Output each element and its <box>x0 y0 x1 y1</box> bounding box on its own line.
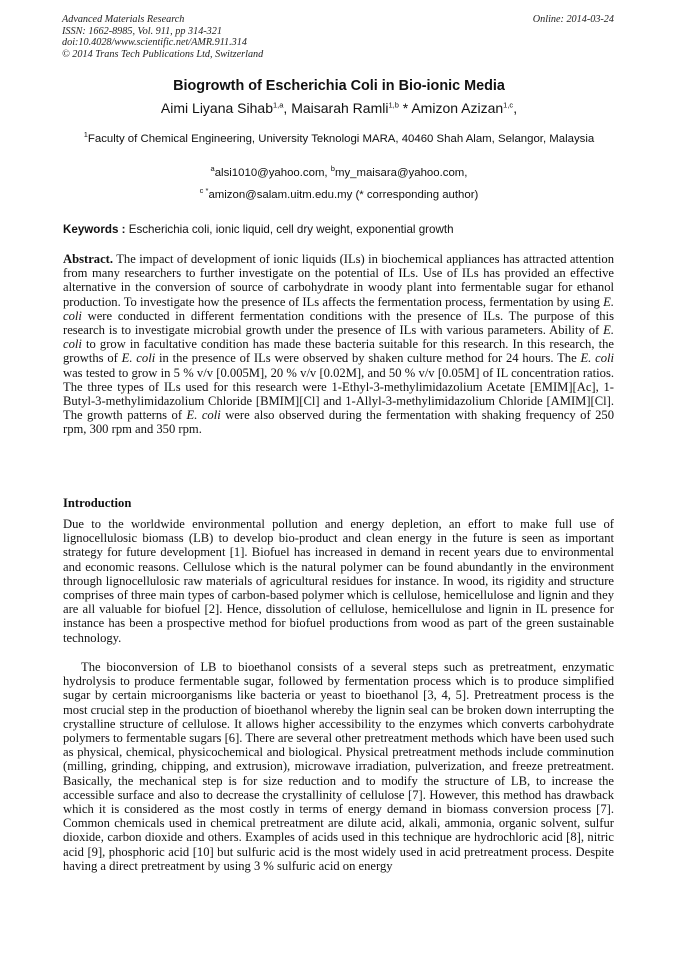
author-superscript: 1,b <box>388 100 399 110</box>
body-paragraph <box>63 517 614 645</box>
species-name: E. coli <box>580 351 614 366</box>
abstract-text: The impact of development of ionic liquids (ILs) in biochemical appliances has attracted attention from many researchers to further investigate on the potential of ILs. Use of ILs has provided an effective alternative in the conversion of source of carbohydrate in woody plant into fermentable sugar for ethanol production. To investigate how the presence of ILs affects the fermentation process, fermentation by using <box>63 252 614 309</box>
abstract <box>63 252 614 437</box>
author-superscript: 1,a <box>272 100 284 110</box>
corresponding-email-line <box>0 186 678 201</box>
species-name: E. coli <box>121 351 156 366</box>
introduction-heading: Introduction <box>63 496 132 510</box>
abstract-text: were conducted in different fermentation conditions with the presence of ILs. The purpose of this research is to investigate microbial growth under the presence of ILs with various parameters. Ability of <box>63 308 614 338</box>
journal-copyright: © 2014 Trans Tech Publications Ltd, Switzerland <box>62 48 264 60</box>
email-superscript: c * <box>199 186 209 196</box>
paper-title: Biogrowth of Escherichia Coli in Bio-ionic Media <box>173 78 505 94</box>
abstract-text: to grow in facultative condition has made these bacteria suitable for this research. In this research, the growths of <box>63 337 614 366</box>
journal-header <box>62 14 263 60</box>
paragraph-text: Due to the worldwide environmental pollution and energy depletion, an effort to make full use of lignocellulosic biomass (LB) to develop bio-product and clean energy in the future is seen as important strategy for future development [1]. Biofuel has increased in demand in recent years due to environmental and economic reasons. Cellulose which is the natural polymer can be found abundantly in the environment through lignocellulosic raw materials of agricultural residues for instance. In wood, its rigidity and structure comprises of three main types of carbon-based polymer which is cellulose, hemicellulose and lignin and they are all valuable for biofuel [2]. Hence, dissolution of cellulose, hemicellulose and lignin in IL presence for instance has been a prospective method for biofuel productions from wood as part of the green sustainable technology. <box>63 517 614 645</box>
email-address: amizon@salam.uitm.edu.my (* corresponding author) <box>208 189 479 201</box>
author-name: Maisarah Ramli <box>291 100 389 116</box>
email-superscript: a <box>210 164 215 174</box>
abstract-text: was tested to grow in 5 % v/v [0.005M], 20 % v/v [0.02M], and 50 % v/v [0.05M] of IL concentration ratios. The three types of ILs used for this research were 1-Ethyl-3-methylimidazolium Acetate [EMIM][Ac], 1-Butyl-3-methylimidazolium Chloride [BMIM][Cl] and 1-Allyl-3-methylimidazolium Chloride [AMIM][Cl]. The growth patterns of <box>63 365 614 423</box>
keywords <box>63 223 454 236</box>
keywords-text: Escherichia coli, ionic liquid, cell dry weight, exponential growth <box>128 223 454 236</box>
author-superscript: 1,c <box>503 100 514 110</box>
online-date: Online: 2014-03-24 <box>532 14 614 25</box>
email-superscript: b <box>330 164 335 174</box>
abstract-text: were also observed during the fermentation with shaking frequency of 250 rpm, 300 rpm and 350 rpm. <box>63 408 615 437</box>
email-address: my_maisara@yahoo.com, <box>334 167 468 179</box>
body-paragraph <box>63 660 614 873</box>
affiliation-text: Faculty of Chemical Engineering, University Teknologi MARA, 40460 Shah Alam, Selangor, Malaysia <box>87 133 595 145</box>
abstract-text: in the presence of ILs were observed by shaken culture method for 24 hours. The <box>159 351 577 366</box>
email-address: alsi1010@yahoo.com, <box>214 167 328 179</box>
species-name: E. coli <box>63 323 615 352</box>
paragraph-text: The bioconversion of LB to bioethanol consists of a several steps such as pretreatment, enzymatic hydrolysis to produce fermentable sugar, followed by fermentation process which is to produce simplified sugar by certain microorganisms like bacteria or yeast to bioethanol [3, 4, 5]. Pretreatment process is the most crucial step in the production of bioethanol whereby the lignin seal can be broken down interrupting the crystalline structure of cellulose. It allows higher accessibility to the enzymes which converts carbohydrate polymers to fermentable sugars [6]. There are several other pretreatment methods which have been used such as physical, chemical, physicochemical and biological. Physical pretreatment methods include comminution (milling, grinding, chipping, and extrusion), microwave irradiation, pulverization, and freeze pretreatment. Basically, the mechanical step is for size reduction and to modify the structure of LB, to increase the accessible surface and also to decrease the crystallinity of cellulose [7]. However, this method has drawback which it is considered as the most costly in terms of energy demand in biomass conversion process [7]. Common chemicals used in chemical pretreatment are dilute acid, alkali, ammonia, organic solvent, sulfur dioxide, carbon dioxide and others. Examples of acids used in this technique are hydrochloric acid [8], nitric acid [9], phosphoric acid [10] but sulfuric acid is the most widely used in acid pretreatment process. Despite having a direct pretreatment by using 3 % sulfuric acid on energy <box>63 660 614 873</box>
journal-issn: ISSN: 1662-8985, Vol. 911, pp 314-321 <box>62 25 222 37</box>
keywords-label: Keywords : <box>63 223 126 236</box>
species-name: E. coli <box>186 408 221 423</box>
abstract-label: Abstract. <box>63 252 114 266</box>
affiliation-superscript: 1 <box>83 130 88 140</box>
email-line <box>0 164 678 179</box>
author-list: Aimi Liyana Sihab$^{1,a}$, Maisarah Ramli$^{1,b}$ * Amizon Azizan$^{1,c}$, <box>160 100 518 116</box>
affiliation <box>80 132 598 147</box>
species-name: E. coli <box>63 294 614 323</box>
journal-doi: doi:10.4028/www.scientific.net/AMR.911.314 <box>62 37 247 49</box>
author-name: Aimi Liyana Sihab <box>160 100 273 116</box>
journal-name: Advanced Materials Research <box>62 14 185 25</box>
author-name: * Amizon Azizan <box>402 100 504 116</box>
